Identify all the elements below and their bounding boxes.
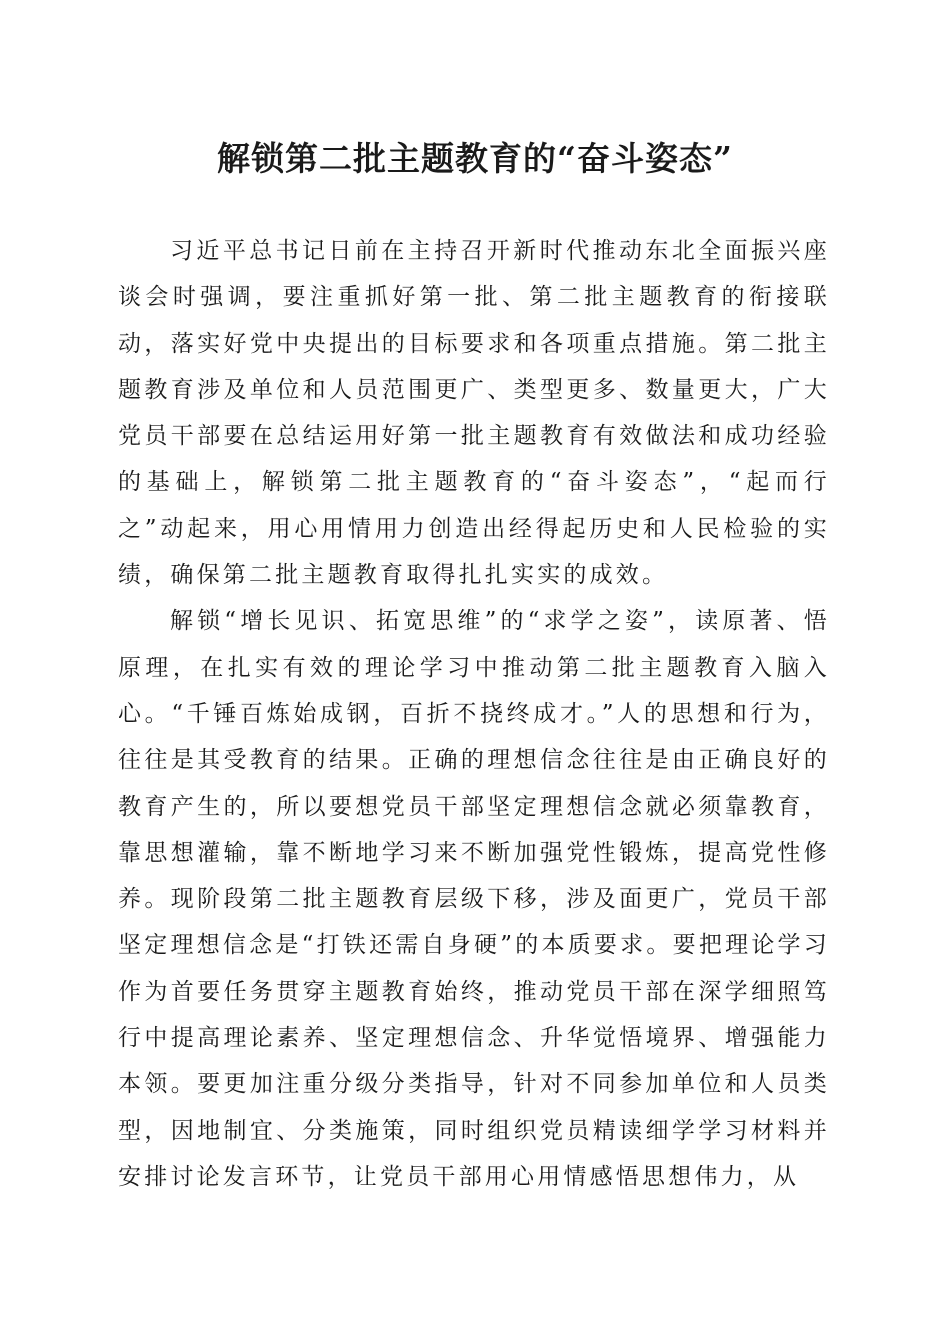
paragraph-1: 习近平总书记日前在主持召开新时代推动东北全面振兴座谈会时强调，要注重抓好第一批、第二批主题教育的衔接联动，落实好党中央提出的目标要求和各项重点措施。第二批主题教育涉及单位和人员范围更广、类型更多、数量更大，广大党员干部要在总结运用好第一批主题教育有效做法和成功经验的基础上，解锁第二批主题教育的“奋斗姿态”，“起而行之”动起来，用心用情用力创造出经得起历史和人民检验的实绩，确保第二批主题教育取得扎扎实实的成效。 <box>118 238 830 589</box>
paragraph-2: 解锁“增长见识、拓宽思维”的“求学之姿”，读原著、悟原理，在扎实有效的理论学习中推动第二批主题教育入脑入心。“千锤百炼始成钢，百折不挠终成才。”人的思想和行为，往往是其受教育的结果。正确的理想信念往往是由正确良好的教育产生的，所以要想党员干部坚定理想信念就必须靠教育，靠思想灌输，靠不断地学习来不断加强党性锻炼，提高党性修养。现阶段第二批主题教育层级下移，涉及面更广，党员干部坚定理想信念是“打铁还需自身硬”的本质要求。要把理论学习作为首要任务贯穿主题教育始终，推动党员干部在深学细照笃行中提高理论素养、坚定理想信念、升华觉悟境界、增强能力本领。要更加注重分级分类指导，针对不同参加单位和人员类型，因地制宜、分类施策，同时组织党员精读细学学习材料并安排讨论发言环节，让党员干部用心用情感悟思想伟力，从 <box>118 608 830 1190</box>
document-body <box>118 228 830 1200</box>
document-title: 解锁第二批主题教育的“奋斗姿态” <box>217 139 733 178</box>
